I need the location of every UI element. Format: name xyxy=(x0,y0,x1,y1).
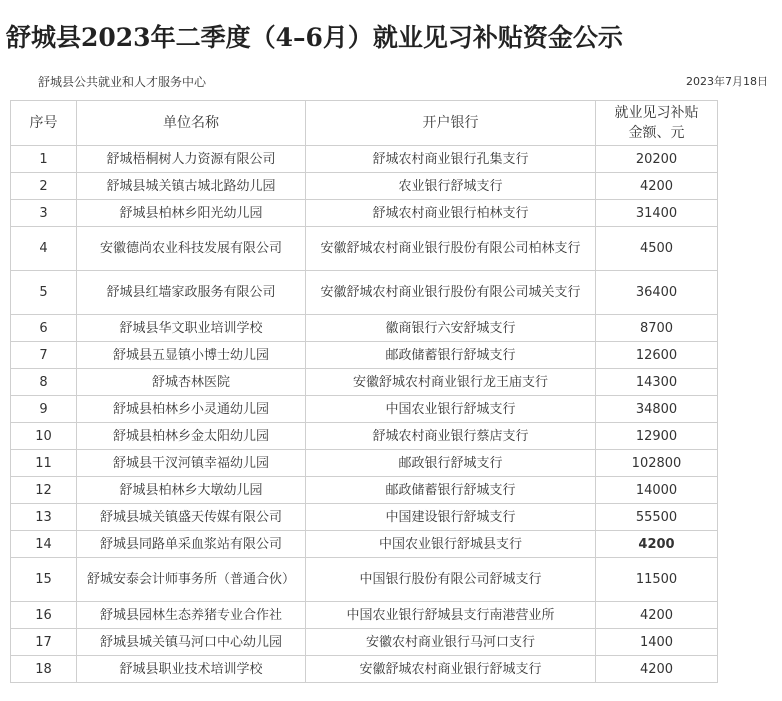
cell-amount: 4500 xyxy=(596,227,718,271)
table-row xyxy=(11,423,718,450)
cell-index: 8 xyxy=(11,369,77,396)
cell-index: 12 xyxy=(11,477,77,504)
cell-amount: 1400 xyxy=(596,629,718,656)
cell-bank: 邮政储蓄银行舒城支行 xyxy=(306,342,596,369)
cell-unit: 舒城县华文职业培训学校 xyxy=(77,315,306,342)
table-row xyxy=(11,369,718,396)
subsidy-table-container xyxy=(10,100,717,683)
cell-bank: 中国农业银行舒城县支行南港营业所 xyxy=(306,602,596,629)
cell-index: 2 xyxy=(11,173,77,200)
cell-index: 10 xyxy=(11,423,77,450)
cell-amount: 14000 xyxy=(596,477,718,504)
cell-index: 11 xyxy=(11,450,77,477)
cell-unit: 舒城梧桐树人力资源有限公司 xyxy=(77,146,306,173)
header-amount-line2: 金额、元 xyxy=(628,125,685,141)
cell-unit: 舒城县柏林乡金太阳幼儿园 xyxy=(77,423,306,450)
cell-unit: 舒城县城关镇古城北路幼儿园 xyxy=(77,173,306,200)
table-header-row xyxy=(11,101,718,146)
cell-bank: 安徽舒城农村商业银行股份有限公司柏林支行 xyxy=(306,227,596,271)
cell-bank: 安徽舒城农村商业银行龙王庙支行 xyxy=(306,369,596,396)
cell-index: 18 xyxy=(11,656,77,683)
cell-amount: 4200 xyxy=(596,531,718,558)
cell-index: 16 xyxy=(11,602,77,629)
publisher-org: 舒城县公共就业和人才服务中心 xyxy=(38,75,207,89)
cell-index: 15 xyxy=(11,558,77,602)
table-row xyxy=(11,200,718,227)
cell-bank: 中国农业银行舒城县支行 xyxy=(306,531,596,558)
cell-amount: 12900 xyxy=(596,423,718,450)
cell-unit: 舒城县柏林乡阳光幼儿园 xyxy=(77,200,306,227)
cell-unit: 舒城县柏林乡大墩幼儿园 xyxy=(77,477,306,504)
page-title: 舒城县2023年二季度（4–6月）就业见习补贴资金公示 xyxy=(6,23,623,52)
cell-amount: 55500 xyxy=(596,504,718,531)
cell-amount: 12600 xyxy=(596,342,718,369)
publish-date: 2023年7月18日 xyxy=(686,75,768,88)
cell-unit: 舒城县柏林乡小灵通幼儿园 xyxy=(77,396,306,423)
cell-unit: 舒城县城关镇盛天传媒有限公司 xyxy=(77,504,306,531)
cell-unit: 舒城县职业技术培训学校 xyxy=(77,656,306,683)
cell-bank: 邮政储蓄银行舒城支行 xyxy=(306,477,596,504)
cell-bank: 安徽农村商业银行马河口支行 xyxy=(306,629,596,656)
table-row xyxy=(11,504,718,531)
table-row xyxy=(11,477,718,504)
cell-bank: 舒城农村商业银行孔集支行 xyxy=(306,146,596,173)
table-row xyxy=(11,396,718,423)
cell-bank: 安徽舒城农村商业银行股份有限公司城关支行 xyxy=(306,271,596,315)
cell-unit: 舒城县红墙家政服务有限公司 xyxy=(77,271,306,315)
cell-unit: 舒城安泰会计师事务所（普通合伙） xyxy=(77,558,306,602)
header-bank: 开户银行 xyxy=(306,101,596,146)
cell-index: 13 xyxy=(11,504,77,531)
cell-amount: 36400 xyxy=(596,271,718,315)
cell-amount: 34800 xyxy=(596,396,718,423)
cell-index: 3 xyxy=(11,200,77,227)
table-row xyxy=(11,315,718,342)
table-row xyxy=(11,629,718,656)
header-amount-line1: 就业见习补贴 xyxy=(614,105,699,121)
header-amount xyxy=(596,101,718,146)
cell-amount: 102800 xyxy=(596,450,718,477)
table-row xyxy=(11,227,718,271)
cell-bank: 中国农业银行舒城支行 xyxy=(306,396,596,423)
cell-bank: 农业银行舒城支行 xyxy=(306,173,596,200)
cell-bank: 徽商银行六安舒城支行 xyxy=(306,315,596,342)
header-unit: 单位名称 xyxy=(77,101,306,146)
cell-index: 4 xyxy=(11,227,77,271)
cell-unit: 舒城杏林医院 xyxy=(77,369,306,396)
cell-index: 1 xyxy=(11,146,77,173)
cell-bank: 中国银行股份有限公司舒城支行 xyxy=(306,558,596,602)
table-row xyxy=(11,602,718,629)
cell-amount: 31400 xyxy=(596,200,718,227)
cell-amount: 20200 xyxy=(596,146,718,173)
cell-amount: 4200 xyxy=(596,656,718,683)
cell-unit: 舒城县园林生态养猪专业合作社 xyxy=(77,602,306,629)
cell-bank: 安徽舒城农村商业银行舒城支行 xyxy=(306,656,596,683)
cell-index: 9 xyxy=(11,396,77,423)
cell-unit: 舒城县干汊河镇幸福幼儿园 xyxy=(77,450,306,477)
cell-amount: 4200 xyxy=(596,173,718,200)
table-row xyxy=(11,558,718,602)
cell-amount: 4200 xyxy=(596,602,718,629)
table-row xyxy=(11,146,718,173)
cell-unit: 舒城县同路单采血浆站有限公司 xyxy=(77,531,306,558)
table-row xyxy=(11,271,718,315)
header-index: 序号 xyxy=(11,101,77,146)
cell-bank: 舒城农村商业银行柏林支行 xyxy=(306,200,596,227)
table-row xyxy=(11,656,718,683)
cell-bank: 中国建设银行舒城支行 xyxy=(306,504,596,531)
cell-index: 17 xyxy=(11,629,77,656)
cell-unit: 安徽德尚农业科技发展有限公司 xyxy=(77,227,306,271)
subsidy-table xyxy=(10,100,718,683)
cell-index: 6 xyxy=(11,315,77,342)
cell-bank: 舒城农村商业银行蔡店支行 xyxy=(306,423,596,450)
cell-index: 7 xyxy=(11,342,77,369)
cell-index: 5 xyxy=(11,271,77,315)
table-row xyxy=(11,173,718,200)
cell-index: 14 xyxy=(11,531,77,558)
cell-amount: 8700 xyxy=(596,315,718,342)
table-row xyxy=(11,450,718,477)
table-row xyxy=(11,342,718,369)
table-row xyxy=(11,531,718,558)
cell-unit: 舒城县五显镇小博士幼儿园 xyxy=(77,342,306,369)
cell-amount: 11500 xyxy=(596,558,718,602)
cell-unit: 舒城县城关镇马河口中心幼儿园 xyxy=(77,629,306,656)
cell-amount: 14300 xyxy=(596,369,718,396)
cell-bank: 邮政银行舒城支行 xyxy=(306,450,596,477)
